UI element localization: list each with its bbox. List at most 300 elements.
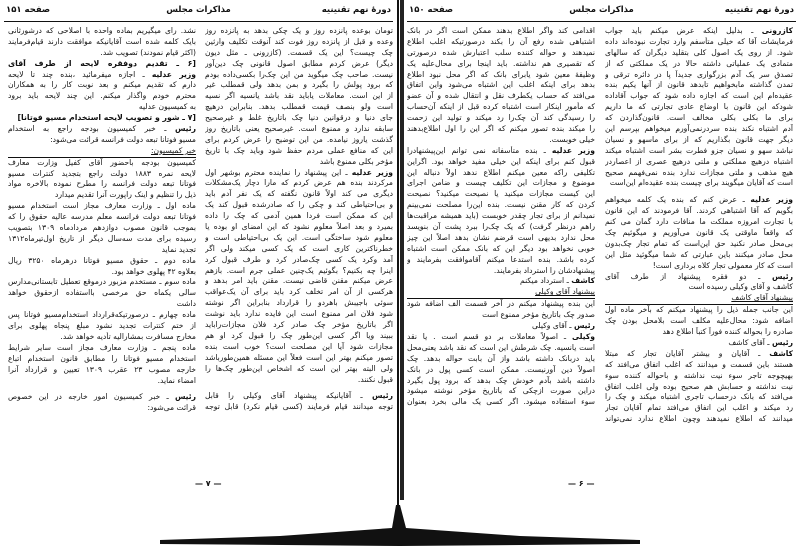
text-line — [205, 309, 393, 320]
text-line — [8, 91, 196, 102]
text-line — [205, 26, 393, 37]
text-line — [407, 211, 595, 222]
text-line — [8, 310, 196, 321]
text-line — [205, 244, 393, 255]
left-page — [0, 0, 397, 500]
line-text: میدانند که اطلاع نمیدهند وچون اطلاع ندارد نمی‌تواند — [605, 414, 793, 424]
text-line — [605, 261, 793, 272]
line-text: ماده پنجم ـ وزارت معارف مجاز است سایر شرایط — [8, 342, 196, 352]
speaker-name: وزیر عدلیه — [151, 69, 196, 79]
line-text: تصدق سر یک آدم بزرگواری جدیداً پا در دائره ترقی و — [605, 69, 793, 79]
line-text: گذشت یاروز نیامده. من این توضیح را عرض کردم برای — [205, 134, 393, 144]
text-line — [407, 146, 595, 157]
line-text: بدهد برای اینکه اغلب این اشتباه می‌شود واین اتفاق — [407, 80, 595, 90]
running-title: مذاکرات مجلس — [569, 5, 634, 15]
text-line — [407, 80, 595, 91]
line-text: آمد وکرد یک کسی چک‌صادر کرد و طرف قبول کرد — [205, 254, 393, 264]
text-line — [407, 157, 595, 168]
line-text: ـ آقایان و بیشتر آقایان تجار که مبتلا — [605, 348, 770, 358]
line-text: اشتباه درهیچ مملکتی و ملتی درهیچ عصری از اعصاردر — [605, 156, 793, 166]
line-text: اگر باتاریخ مؤخر چک صادر کرد فلان مجازات‌راباید — [205, 320, 393, 330]
line-text: نباشد سهو و نسیان جزو فطرت بشر است اشتباه میکند — [605, 145, 793, 155]
text-line — [605, 70, 793, 81]
line-text: داشته باشد بآدم خودش چک بدهد که برود پول بگیرد — [407, 375, 595, 385]
line-text: بگویم که آقا اشتباهی کردند. آقا فرمودند که این قانون — [605, 206, 793, 216]
line-text: می‌افتد که بانک درحساب تاجری اشتباه میکند و چک را — [605, 392, 793, 402]
line-text: کاشف و آقای وکیلی رسیده است — [688, 282, 793, 292]
line-text: کردن که کار مقنن نیست. بنده این‌را مصلحت نمی‌بینم — [407, 200, 595, 210]
line-text: ـ استرداد میکنم — [520, 276, 572, 286]
text-line — [407, 386, 595, 397]
speaker-name: وکیلی — [571, 331, 595, 341]
line-text: محل صادر میکنند باین عبارتی که شما میگوئید مثل این — [605, 249, 793, 259]
text-line — [605, 327, 793, 338]
subheading — [605, 293, 793, 305]
text-line — [605, 217, 793, 228]
line-text: ولی البته بهتر این است که اشخاص این‌طور چک‌ها را — [205, 363, 393, 373]
line-text: را رسیدگی کند آن چک‌را رد میکند و تولید این زحمت — [407, 113, 595, 123]
text-line — [605, 305, 793, 316]
text-line — [407, 189, 595, 200]
text-line — [605, 338, 793, 349]
text-line — [8, 48, 196, 59]
line-text: که واقعاً ماوقتی یک قانون می‌آوریم و میگوئیم چک — [605, 228, 793, 238]
text-line — [407, 168, 595, 179]
line-text: نمیدهند و حواله کننده سلب اعتبارش شده درصورتی — [407, 47, 595, 57]
line-text: بی‌محل صادر نکنید حق این‌است که تمام تجار چک‌بدون — [605, 238, 793, 248]
text-line — [605, 349, 793, 360]
text-line — [205, 375, 393, 386]
text-line — [605, 371, 793, 382]
text-line — [605, 135, 793, 146]
text-line — [8, 343, 196, 354]
text-line — [407, 332, 595, 343]
line-text: ـ آقای کاشف — [728, 337, 772, 347]
line-text: خیلی خوبست. — [549, 134, 595, 144]
text-line — [605, 316, 793, 327]
text-line — [8, 135, 196, 146]
speaker-name: رئیس — [371, 391, 393, 401]
line-text: ماده چهارم ـ درصورتیکه‌قرارداد استخدام‌مسیو فوتانا پس — [8, 310, 196, 320]
text-line — [605, 228, 793, 239]
text-line — [8, 102, 196, 113]
line-text: قرائت می‌شود: — [147, 403, 196, 413]
line-text: ـ عرض کنم که بنده یک کلمه میخواهم — [605, 195, 751, 205]
text-line — [8, 201, 196, 212]
speaker-name: وزیر عدلیه — [750, 195, 793, 205]
line-text: دیگر) عرض کردم مطابق اصول قانونی چک دین‌آور — [205, 58, 393, 68]
line-text: بعلاوه ۴۲ پهلوی خواهد بود. — [111, 266, 196, 276]
text-line — [605, 282, 793, 293]
line-text: سوئی باجیبش باهردو را قرارداد بنابراین اگر نوشته — [205, 298, 393, 308]
line-text: مجازات شود آیا این مصلحت است؟ خوب است بنده — [205, 341, 393, 351]
text-line — [8, 212, 196, 223]
line-text: سالی یکماه حق مرخصی بااستفاده ازحقوق خواهد — [8, 288, 196, 298]
text-line — [8, 392, 196, 403]
speaker-name: کاشف — [769, 348, 793, 358]
line-text: ـ اصولاً معاملات بر دو قسم است . یا نقد — [407, 331, 572, 341]
line-text: لایحه نمره ۱۸۸۳ دولت راجع بتجدید کنترات مسیو — [8, 168, 196, 178]
text-line — [8, 169, 196, 180]
line-text: نشد. رای میگیریم بماده واحده با اصلاحی که درشورثانی — [8, 26, 196, 35]
text-line — [205, 211, 393, 222]
line-text: از ختم کنترات تجدید نشود مبلغ پنجاه پهلوی برای — [8, 321, 196, 331]
line-text: ـ این پیشنهاد را نماینده محترم بوشهر اول — [205, 167, 352, 177]
text-line — [407, 376, 595, 387]
line-text: تجدید نماید — [161, 244, 196, 254]
text-line — [205, 276, 393, 287]
line-text: پیشنهادشان را استرداد بفرمایند. — [493, 265, 595, 275]
text-line — [407, 397, 595, 408]
line-text: هستند باین قسمت و میدانند که اغلب اتفاق می‌افتد که — [605, 359, 793, 369]
line-text: مسیو فوتانا تبعه دولت فرانسه قرائت می‌شود: — [50, 134, 196, 144]
text-line — [605, 37, 793, 48]
subheading-text: پیشنهاد آقای کاشف — [731, 293, 793, 303]
text-line — [407, 135, 595, 146]
line-text: سابقه ندارد و ممنوع است. غیرصحیح یعنی باتاریخ روز — [205, 124, 393, 134]
line-text: از این است. معاملات یاباید نقد باشد یانسیه اگر نسیه — [205, 91, 393, 101]
line-text: خوبی نخواهد بود دیگر این که بانک ممکن است اشتباه — [407, 243, 595, 253]
text-line — [407, 200, 595, 211]
running-title: مذاکرات مجلس — [166, 5, 231, 15]
text-line — [205, 200, 393, 211]
text-line — [8, 37, 196, 48]
line-text: عقیده‌ام این است که اجازه داده شود که جواب آقاداده — [605, 91, 793, 101]
line-text: و بی‌احتیاطی کند و چکی را که صادرشده قبول کند یک — [205, 200, 393, 210]
line-text: ـ بدلیل اینکه عرض میکنم باید جواب — [605, 26, 762, 35]
text-line — [8, 288, 196, 299]
line-text: فوتانا تبعه دولت فرانسه را مطرح نموده بالاخره مواد — [8, 179, 196, 189]
section-heading: [۷ ـ شور و تصویب لایحه استخدام مسیو فوتانا] — [17, 113, 196, 123]
text-line — [407, 266, 595, 277]
speaker-name: کاشف — [571, 276, 595, 286]
text-line — [605, 124, 793, 135]
text-line — [205, 178, 393, 189]
line-text: رد میکند و اغلب این اتفاق می‌افتد تمام آقایان تجار — [605, 403, 793, 413]
text-line — [8, 354, 196, 365]
text-line — [605, 48, 793, 59]
text-line — [205, 266, 393, 277]
volume-label: دورهٔ نهم تقنینیه — [724, 5, 794, 15]
line-text: استخدام مسیو فوتانا را مطابق قانون استخدام اتباع — [8, 353, 196, 363]
line-text: نمیدانم از برای تجار چقدر خوبست (باید همیشه مراقبت‌ها — [407, 211, 595, 221]
speaker-name: کازرونی — [761, 26, 793, 35]
line-text: عرض میکنم مقنن قاضی نیست. مقنن باید امر بدهد و — [205, 276, 393, 286]
text-line — [407, 299, 595, 310]
text-line — [407, 222, 595, 233]
text-line — [407, 102, 595, 113]
text-line — [205, 364, 393, 375]
line-text: ذیل را تنظیم و اینک راپورت آنرا تقدیم میدارد — [54, 190, 196, 200]
line-text: بهیچوجه تاجر سوء نیت نداشته و باحواله کننده سوء — [605, 370, 793, 380]
text-line — [205, 124, 393, 135]
text-line — [205, 331, 393, 342]
subheading — [8, 146, 196, 158]
line-text: شود. از روی یک اصول کلی بتقلید دیگران که سالهای — [605, 47, 793, 57]
speaker-name: رئیس — [174, 124, 196, 134]
line-text: بموجب قانون مصوب دوازدهم مردادماه ۱۳۰۹ بتصویب — [8, 223, 196, 233]
text-line — [605, 360, 793, 371]
line-text: (اکثر قیام نمودند) تصویب شد. — [100, 47, 196, 57]
line-text: است یانسیه. چک شرطش این است که نقد باشد یعنی‌محل — [407, 342, 595, 352]
line-text: ماده دوم ـ حقوق مسیو فوتانا درهرماه ۳۲۵۰ ریال — [8, 255, 196, 265]
text-line — [8, 299, 196, 310]
text-line — [8, 179, 196, 190]
text-line — [205, 135, 393, 146]
line-text: معلوم شود ساختگی است. این یک بی‌احتیاطی است و — [205, 232, 393, 242]
text-line — [205, 157, 393, 168]
text-line — [8, 403, 196, 414]
line-text: باید دربانک داشته باشد واز آن بابت حواله بدهد. چک — [407, 353, 595, 363]
line-text: ـ دو فقره پیشنهاد از طرف آقای — [605, 271, 772, 281]
text-line — [605, 382, 793, 393]
line-text: اضافه شود: محال‌علیه مکلف است بلامحل بودن چک — [605, 316, 793, 326]
header-rule — [4, 21, 393, 22]
line-text: هرکسی از آن امر تخلف کرد باید برای آن یک‌عواقب — [205, 287, 393, 297]
text-line — [407, 310, 595, 321]
line-text: شودکه این قانون با اوضاع عادی تجارتی که ما داریم — [605, 102, 793, 112]
text-line — [205, 320, 393, 331]
page-footer-number: — ۷ — — [195, 479, 222, 488]
line-text: هیچ مذهب و ملتی مجازات ندارد بنده نمی‌فهمم صحیح — [605, 167, 793, 177]
subheading-text: پیشنهاد آقای وکیلی — [535, 287, 595, 297]
text-line — [205, 391, 393, 402]
text-line — [8, 26, 196, 37]
line-text: کمیسیون بودجه باحضور آقای کفیل وزارت معارف — [8, 157, 196, 167]
speaker-name: وزیر عدلیه — [351, 167, 393, 177]
line-text: بایک کلمه شده است آقایانیکه موافقت دارند قیام‌فرمایند — [8, 36, 196, 46]
text-line — [8, 80, 196, 91]
text-line — [407, 48, 595, 59]
text-line — [605, 250, 793, 261]
text-line — [407, 343, 595, 354]
text-line — [205, 80, 393, 91]
text-line — [205, 48, 393, 59]
line-text: متمادی یک عملیاتی داشته حالا در یک مملکتی که از — [605, 58, 793, 68]
text-line — [205, 91, 393, 102]
text-line — [8, 158, 196, 169]
text-line — [407, 321, 595, 332]
text-line — [205, 233, 393, 244]
line-text: دارم که تقدیم میکنم و بعد نوبت کار را به همکاران — [8, 80, 196, 90]
line-text: ـ خبر کمیسیون امور خارجه در این خصوص — [8, 392, 175, 402]
text-line — [605, 403, 793, 414]
line-text: ـ آقایانیکه پیشنهاد آقای وکیلی را قابل — [205, 391, 372, 401]
line-text: ـ اجازه میفرمائید ،بنده چند تا لایحه — [8, 69, 152, 79]
text-line — [407, 244, 595, 255]
line-text: دراین صورت ازچکی که باتاریخ مؤخر نوشته میشود — [407, 386, 595, 396]
page-footer-number: — ۶ — — [568, 479, 595, 488]
text-line — [205, 113, 393, 124]
line-text: که برود پولش را بگیرد و بمن بدهد ولی قمطلب غیر — [205, 80, 393, 90]
text-line — [407, 365, 595, 376]
line-text: ـ بنده متأسفانه نمی توانم این‌پیشنهادرا — [407, 145, 552, 155]
line-text: نیت نداشته و حسابش هم صحیح بوده ولی اغلب اتفاق — [605, 381, 793, 391]
line-text: این که ممکن است فردا همین آدمی که چک را داده — [205, 211, 393, 221]
line-text: خطرناکترین کاری است که یک کسی میکند ولی اگر — [205, 243, 393, 253]
text-line — [205, 298, 393, 309]
line-text: محترم خودم واگذار میکنم. این چند لایحه باید برود — [8, 91, 196, 101]
line-text: با تجارت امروزه مملکت ما منافات دارد گمان می کنم — [605, 217, 793, 227]
line-text: قبول نکنند. — [357, 374, 393, 384]
text-line — [8, 223, 196, 234]
text-line — [605, 168, 793, 179]
volume-label: دورهٔ نهم تقنینیه — [321, 5, 391, 15]
line-text: این کیست مجازات میکنید یا نصیحت میکنید؟ نصیحت — [407, 189, 595, 199]
line-text: آدم اشتباه نکند بنده سردرنمی‌آورم میخواهم بپرسم این — [605, 124, 793, 134]
line-text: است ولو بنصف قیمت قمطلب بدهد. بنابراین درهیچ — [205, 102, 393, 112]
text-line — [205, 287, 393, 298]
text-line — [605, 26, 793, 37]
line-text: قبول کنم برای اینکه این خیلی مفید خواهد بود. اگراین — [407, 156, 595, 166]
line-text: ـ آقای وکیلی — [532, 321, 574, 331]
line-text: چک چیست؟ این یک قسمت. (کازرونی ـ مثل دیون — [205, 47, 393, 57]
text-line — [205, 189, 393, 200]
text-line — [407, 124, 595, 135]
text-line — [8, 332, 196, 343]
line-text: اشتباهی شده رفع آن را بکند درصورتیکه اغلب اطلاع — [407, 36, 595, 46]
text-line — [205, 102, 393, 113]
line-text: خارجه مصوب ۲۳ عقرب ۱۳۰۹ تعیین و قرارداد آنرا — [8, 364, 196, 374]
line-text: جای دنیا و درقوانین دنیا چک باتاریخ غلط و غیرصحیح — [205, 113, 393, 123]
line-text: که مأمور اینکار است اشتباه کرده قبل از اینکه آن‌حساب — [407, 102, 595, 112]
line-text: را میکند بنده تصور میکنم که اگر این را اول اطلاع‌بدهند — [407, 124, 595, 134]
text-line — [205, 168, 393, 179]
section-heading: [۶ ـ تقدیم دوفقره لایحه از طرف آقای — [8, 58, 196, 68]
line-text: ببیند ویا اگر کسی این‌طور چک را قبول کرد او هم — [205, 330, 393, 340]
line-text: دیگر جهت قانون بگذاریم که از برای ماسهو و نسیان — [605, 134, 793, 144]
line-text: داشت — [176, 299, 196, 309]
line-text: توجه میدانند قیام فرمایند (کسی قیام نکرد) قابل توجه — [205, 402, 393, 412]
text-line — [8, 245, 196, 256]
text-line — [205, 255, 393, 266]
line-text: اینرا چه بکنیم؟ بگوئیم یک‌چنین عملی جرم است. بازهم — [205, 265, 393, 275]
line-text: تمدن گذاشته مابخواهیم تابدهد قانون از آنها یکیم بنده — [605, 80, 793, 90]
line-text: این جانب جمله ذیل را پیشنهاد میکنم که بآخر ماده اول — [605, 305, 793, 315]
line-text: می‌افتد که حساب یکطرف نقل و انتقال شده و آن عضو — [407, 91, 595, 101]
line-text: اقدامی کند واگر اطلاع بدهند ممکن است اگر در بانک — [407, 26, 595, 35]
text-line — [605, 206, 793, 217]
line-text: به کمیسیون عدلیه — [138, 102, 196, 112]
text-line — [605, 195, 793, 206]
speaker-name: رئیس — [573, 321, 595, 331]
text-line — [205, 59, 393, 70]
text-line — [8, 124, 196, 135]
speaker-name: رئیس — [771, 337, 793, 347]
text-line — [205, 146, 393, 157]
line-text: رسیده برای مدت سه‌سال دیگر از تاریخ اول‌تیرماه۱۳۱۲ — [8, 233, 196, 243]
text-line — [205, 222, 393, 233]
speaker-name: رئیس — [771, 271, 793, 281]
right-page — [403, 0, 800, 500]
subheading — [407, 287, 595, 299]
text-line — [605, 146, 793, 157]
line-text: نیست. صاحب چک میگوید من این چک‌را بکسی‌داده بودم — [205, 69, 393, 79]
text-line — [407, 26, 595, 37]
text-line — [605, 239, 793, 250]
text-column-right — [205, 26, 393, 413]
line-text: صدور چک باتاریخ مؤخر ممنوع است — [482, 310, 595, 320]
text-line — [8, 321, 196, 332]
text-line — [605, 178, 793, 189]
text-line — [407, 276, 595, 287]
text-line — [605, 113, 793, 124]
line-text: تکلیفی راکه معین میکنم اطلاع ندهد اولاً دنباله این — [407, 167, 595, 177]
text-line — [605, 59, 793, 70]
text-line — [8, 365, 196, 376]
subheading-text: خبر کمیسیون: — [150, 145, 196, 155]
text-line — [605, 392, 793, 403]
text-line — [205, 402, 393, 413]
line-text: ماده سوم ـ مستخدم مزبور درموقع تعطیل تابستانی‌مدارس — [8, 277, 196, 287]
header-rule — [407, 21, 796, 22]
line-text: اصولاً دین آورنیست. ممکن است کسی پول در بانک — [407, 364, 595, 374]
text-line — [407, 354, 595, 365]
text-line — [205, 70, 393, 81]
page-header — [409, 5, 794, 19]
line-text: مؤخر بکلی ممنوع باشد — [319, 156, 393, 166]
line-text: سوء استفاده میشود. اگر کسی یک مالی بخرد بعنوان — [407, 397, 595, 407]
text-line — [8, 376, 196, 387]
line-text: فرمایشات آقا که خیلی متأسفم وارد تجارت نبوده‌اند داده — [605, 36, 793, 46]
line-text: محل ندارد بدیهی است قرضم نشان بدهد اصلاً این چیز — [407, 232, 595, 242]
page-number: صفحه ۱۵۱ — [6, 5, 51, 15]
line-text: بمیرد و بعد اصلاً معلوم نشود که این امضای او بوده یا — [205, 222, 393, 232]
text-column-right — [605, 26, 793, 425]
speaker-name: وزیر عدلیه — [551, 145, 595, 155]
text-line — [605, 414, 793, 425]
text-line — [205, 37, 393, 48]
text-line — [8, 277, 196, 288]
text-line — [407, 233, 595, 244]
line-text: مرکردند بنده هم عرض کردم که مارا دچار یک‌مشکلات — [205, 178, 393, 188]
text-line — [8, 256, 196, 267]
line-text: وعده و قبل از پانزده روز فوت کند آنوقت تکلیف وارثین — [205, 36, 393, 46]
speaker-name: رئیس — [174, 392, 196, 402]
text-line — [407, 113, 595, 124]
page-number: صفحه ۱۵۰ — [409, 5, 454, 15]
text-line — [407, 178, 595, 189]
text-line — [8, 70, 196, 81]
text-column-left — [8, 26, 196, 414]
text-column-left — [407, 26, 595, 408]
text-line — [407, 91, 595, 102]
text-line — [205, 342, 393, 353]
line-text: تومان بوعده پانزده روز و یک چکی بدهد به پانزده روز — [205, 26, 393, 35]
line-text: صادره را بحواله کننده فوراً کتباً اطلاع دهد — [662, 327, 793, 337]
line-text: ـ خبر کمیسیون بودجه راجع به استخدام — [8, 124, 175, 134]
text-line — [605, 272, 793, 283]
text-line — [407, 70, 595, 81]
text-line — [8, 267, 196, 278]
line-text: که تقصیری هم نداشته. باید اینجا برای محال‌علیه یک — [407, 58, 595, 68]
page-header — [6, 5, 391, 19]
line-text: وظیفهٔ معین شود یابرای بانک که اگر محل نبود اطلاع — [407, 69, 595, 79]
text-line — [605, 157, 793, 168]
text-line — [605, 102, 793, 113]
line-text: این که منافع عملی مردم حفظ شود وباید چک با تاریخ — [205, 145, 393, 155]
line-text: مخارج مسافرت بمشارالیه تأدیه خواهد شد. — [60, 331, 196, 341]
text-line — [205, 353, 393, 364]
line-text: برای ما بکلی بکلی مخالف است. قانون‌گذاردن که — [605, 113, 793, 123]
line-text: فوتانا تبعه دولت فرانسه معلم مدرسه عالیه حقوق را که — [8, 212, 196, 222]
line-text: کرده باشد. بنده استدعا میکنم آقاموافقت بفرمایند و — [407, 254, 595, 264]
line-text: شود فلان امر ممنوع است این فایده ندارد باید نوشت — [205, 309, 393, 319]
line-text: است که کار معمولی تجار کلاه برداری است! — [652, 260, 793, 270]
text-line — [407, 255, 595, 266]
text-line — [605, 80, 793, 91]
text-line — [8, 234, 196, 245]
